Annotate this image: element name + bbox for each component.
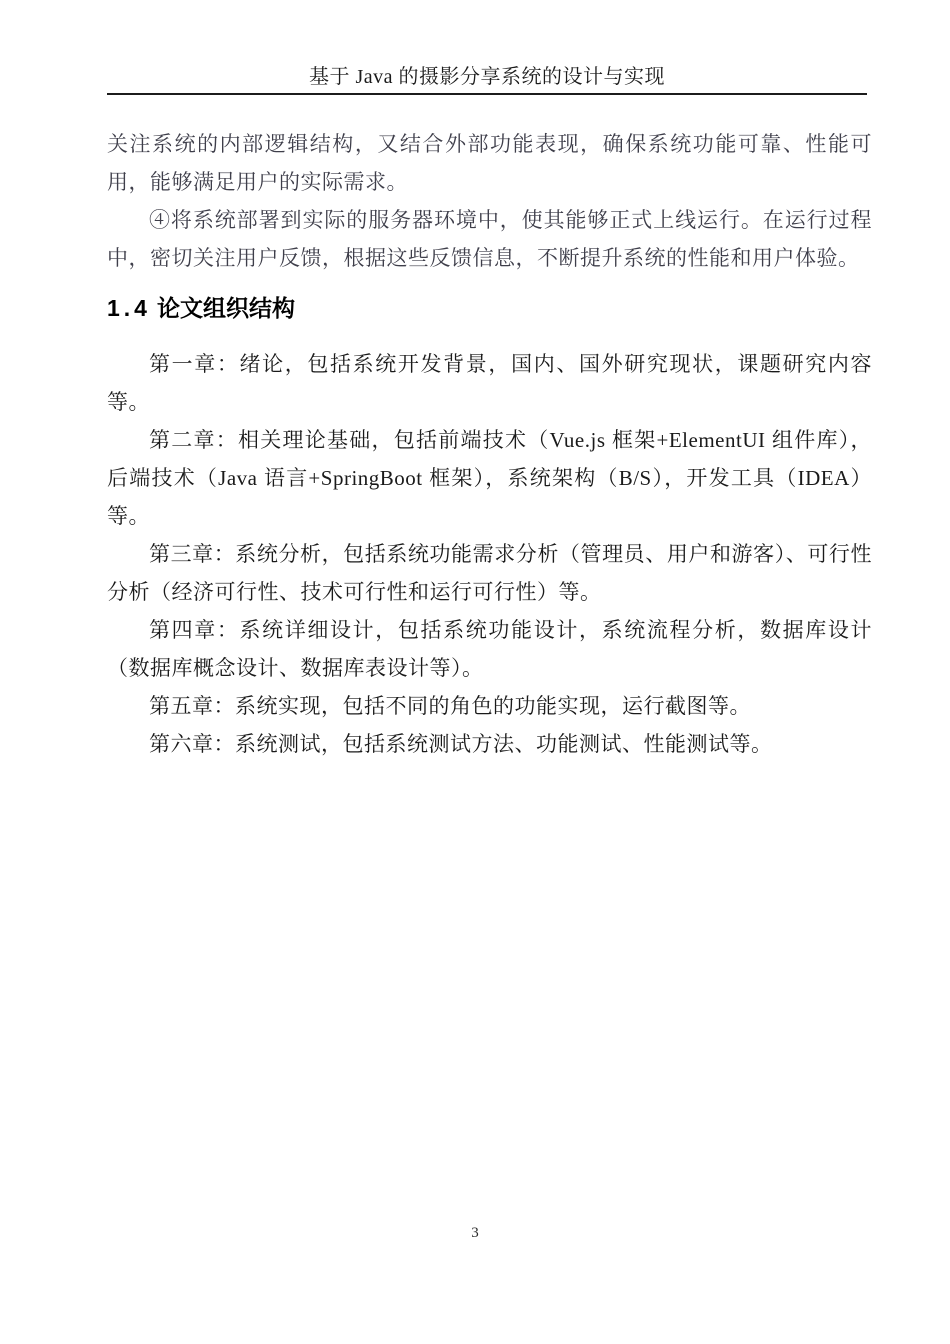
chapter-list [107, 345, 872, 763]
section-heading-number: 1.4 [107, 295, 151, 321]
section-heading [107, 293, 872, 323]
section-heading-title: 论文组织结构 [156, 295, 295, 321]
paragraph-deployment-step: ④将系统部署到实际的服务器环境中，使其能够正式上线运行。在运行过程中，密切关注用户反馈，根据这些反馈信息，不断提升系统的性能和用户体验。 [107, 208, 872, 270]
page-footer [0, 1224, 950, 1242]
chapter-paragraph-5: 第五章：系统实现，包括不同的角色的功能实现，运行截图等。 [149, 694, 751, 718]
page-body [107, 95, 872, 763]
chapter-paragraph-2: 第二章：相关理论基础，包括前端技术（Vue.js 框架+ElementUI 组件库），后端技术（Java 语言+SpringBoot 框架），系统架构（B/S），开发工具（IDEA）等。 [107, 428, 872, 528]
paragraph-continuation: 关注系统的内部逻辑结构，又结合外部功能表现，确保系统功能可靠、性能可用，能够满足用户的实际需求。 [107, 132, 872, 194]
chapter-paragraph-1: 第一章：绪论，包括系统开发背景，国内、国外研究现状，课题研究内容等。 [107, 352, 872, 414]
chapter-paragraph-3: 第三章：系统分析，包括系统功能需求分析（管理员、用户和游客）、可行性分析（经济可行性、技术可行性和运行可行性）等。 [107, 542, 872, 604]
chapter-paragraph-6: 第六章：系统测试，包括系统测试方法、功能测试、性能测试等。 [149, 732, 773, 756]
page-number: 3 [471, 1225, 479, 1241]
page-header [107, 0, 867, 95]
chapter-paragraph-4: 第四章：系统详细设计，包括系统功能设计，系统流程分析，数据库设计（数据库概念设计、数据库表设计等）。 [107, 618, 872, 680]
header-title: 基于 Java 的摄影分享系统的设计与实现 [308, 66, 666, 88]
